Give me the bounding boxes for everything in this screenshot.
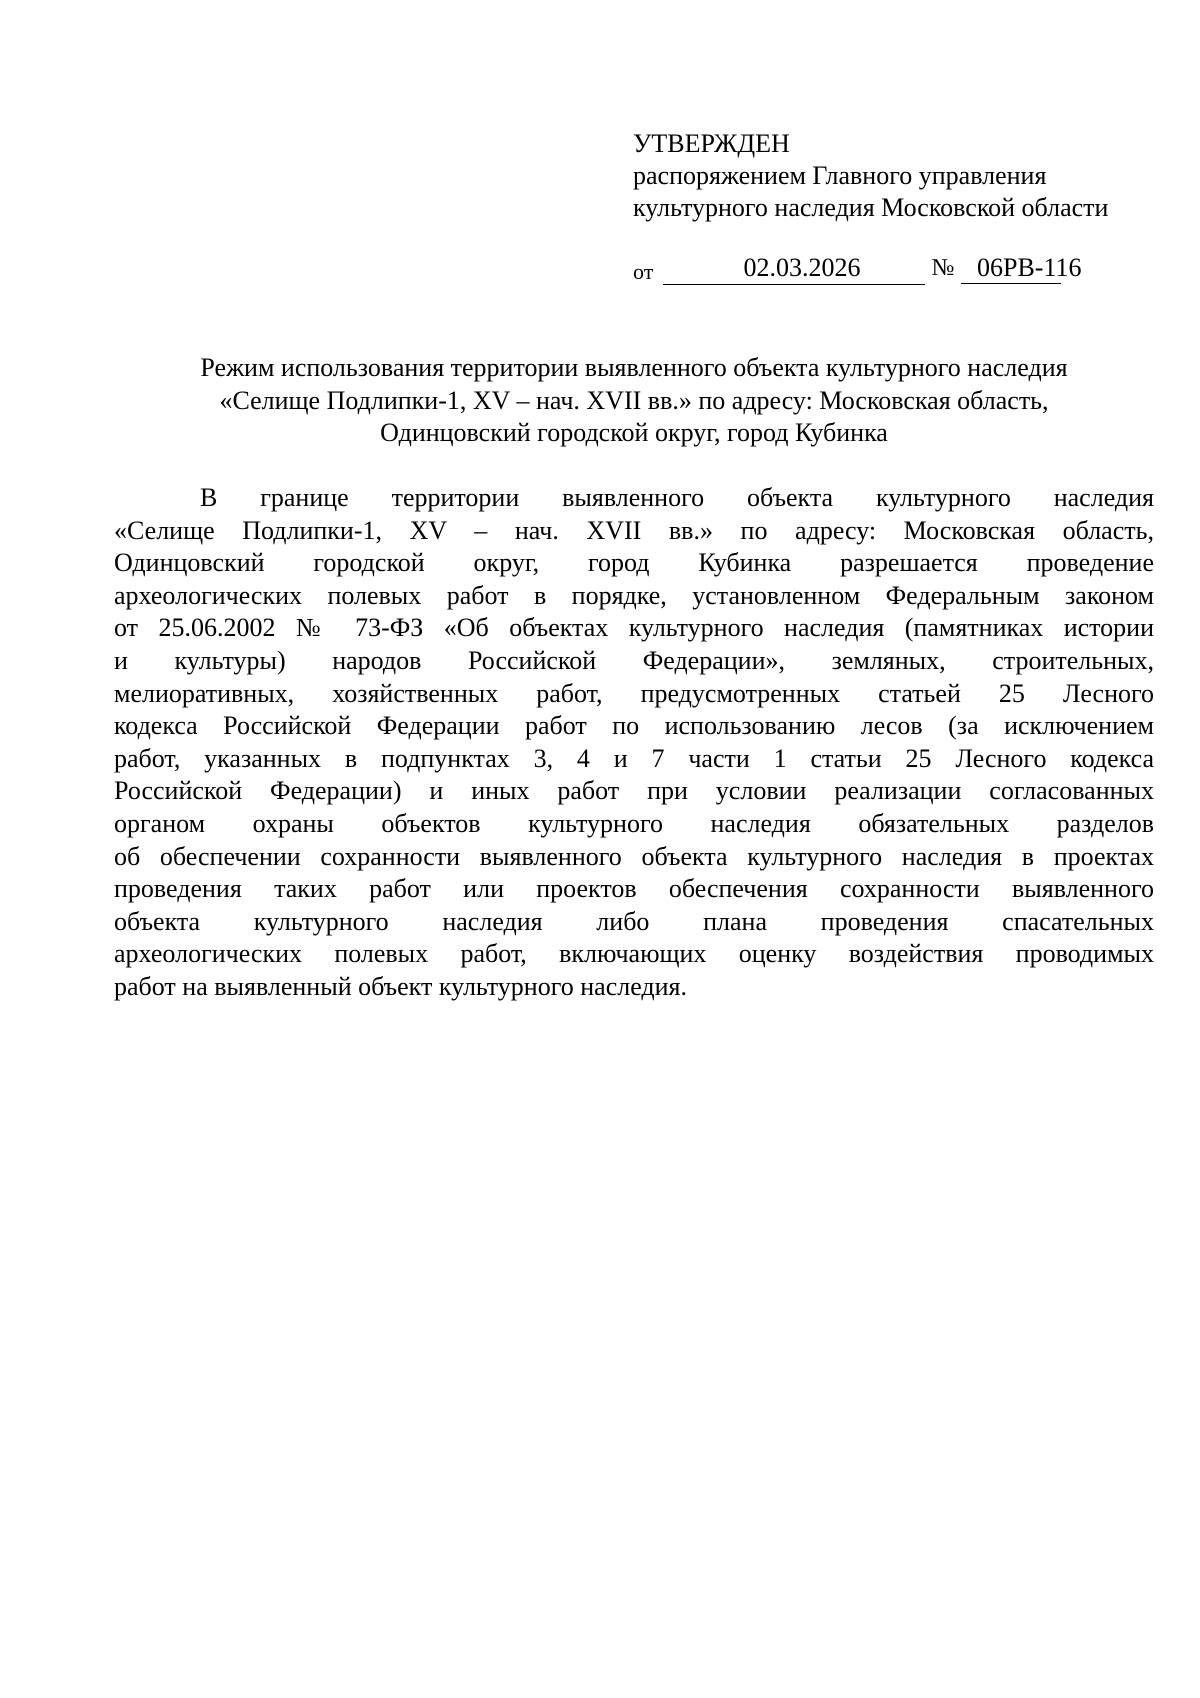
body-line: Одинцовский городской округ, город Кубинка разрешается проведение [114,548,1154,578]
body-line: «Селище Подлипки-1, XV – нач. XVII вв.» по адресу: Московская область, [114,515,1154,545]
body-line: проведения таких работ или проектов обеспечения сохранности выявленного [114,874,1154,904]
title-line-1: Режим использования территории выявленного объекта культурного наследия [200,353,1068,382]
title-line-3: Одинцовский городской округ, город Кубинка [380,418,888,447]
body-line: Российской Федерации) и иных работ при условии реализации согласованных [114,776,1154,806]
approval-line-2: культурного наследия Московской области [633,193,1109,222]
body-line: от 25.06.2002 № 73-ФЗ «Об объектах культурного наследия (памятниках истории [114,613,1154,643]
order-date: 02.03.2026 [743,253,861,282]
approval-heading: УТВЕРЖДЕН [633,129,790,158]
body-paragraph [114,482,1154,1004]
body-line: кодекса Российской Федерации работ по использованию лесов (за исключением [114,711,1154,741]
order-date-field [663,252,925,285]
body-line: работ, указанных в подпунктах 3, 4 и 7 части 1 статьи 25 Лесного кодекса [114,743,1154,773]
body-line: органом охраны объектов культурного наследия обязательных разделов [114,808,1154,838]
title-line-2: «Селище Подлипки-1, XV – нач. XVII вв.» по адресу: Московская область, [219,385,1049,415]
body-line: объекта культурного наследия либо плана проведения спасательных [114,906,1154,936]
body-line: В границе территории выявленного объекта культурного наследия [200,483,1154,512]
body-line: работ на выявленный объект культурного наследия. [114,971,688,1001]
number-sign: № [931,255,955,281]
body-line: археологических полевых работ, включающих оценку воздействия проводимых [114,939,1154,969]
body-line: археологических полевых работ в порядке, установленном Федеральным законом [114,580,1154,610]
approval-line-1: распоряжением Главного управления [633,161,1047,190]
order-date-number-line [633,252,1093,288]
approval-stamp-block [633,128,1153,224]
date-prefix: от [633,259,654,284]
body-line: и культуры) народов Российской Федерации», земляных, строительных, [114,645,1154,675]
body-line: мелиоративных, хозяйственных работ, предусмотренных статьей 25 Лесного [114,678,1154,708]
order-number: 06РВ-116 [961,252,1061,284]
body-line: об обеспечении сохранности выявленного объекта культурного наследия в проектах [114,841,1154,871]
document-title [114,352,1154,450]
